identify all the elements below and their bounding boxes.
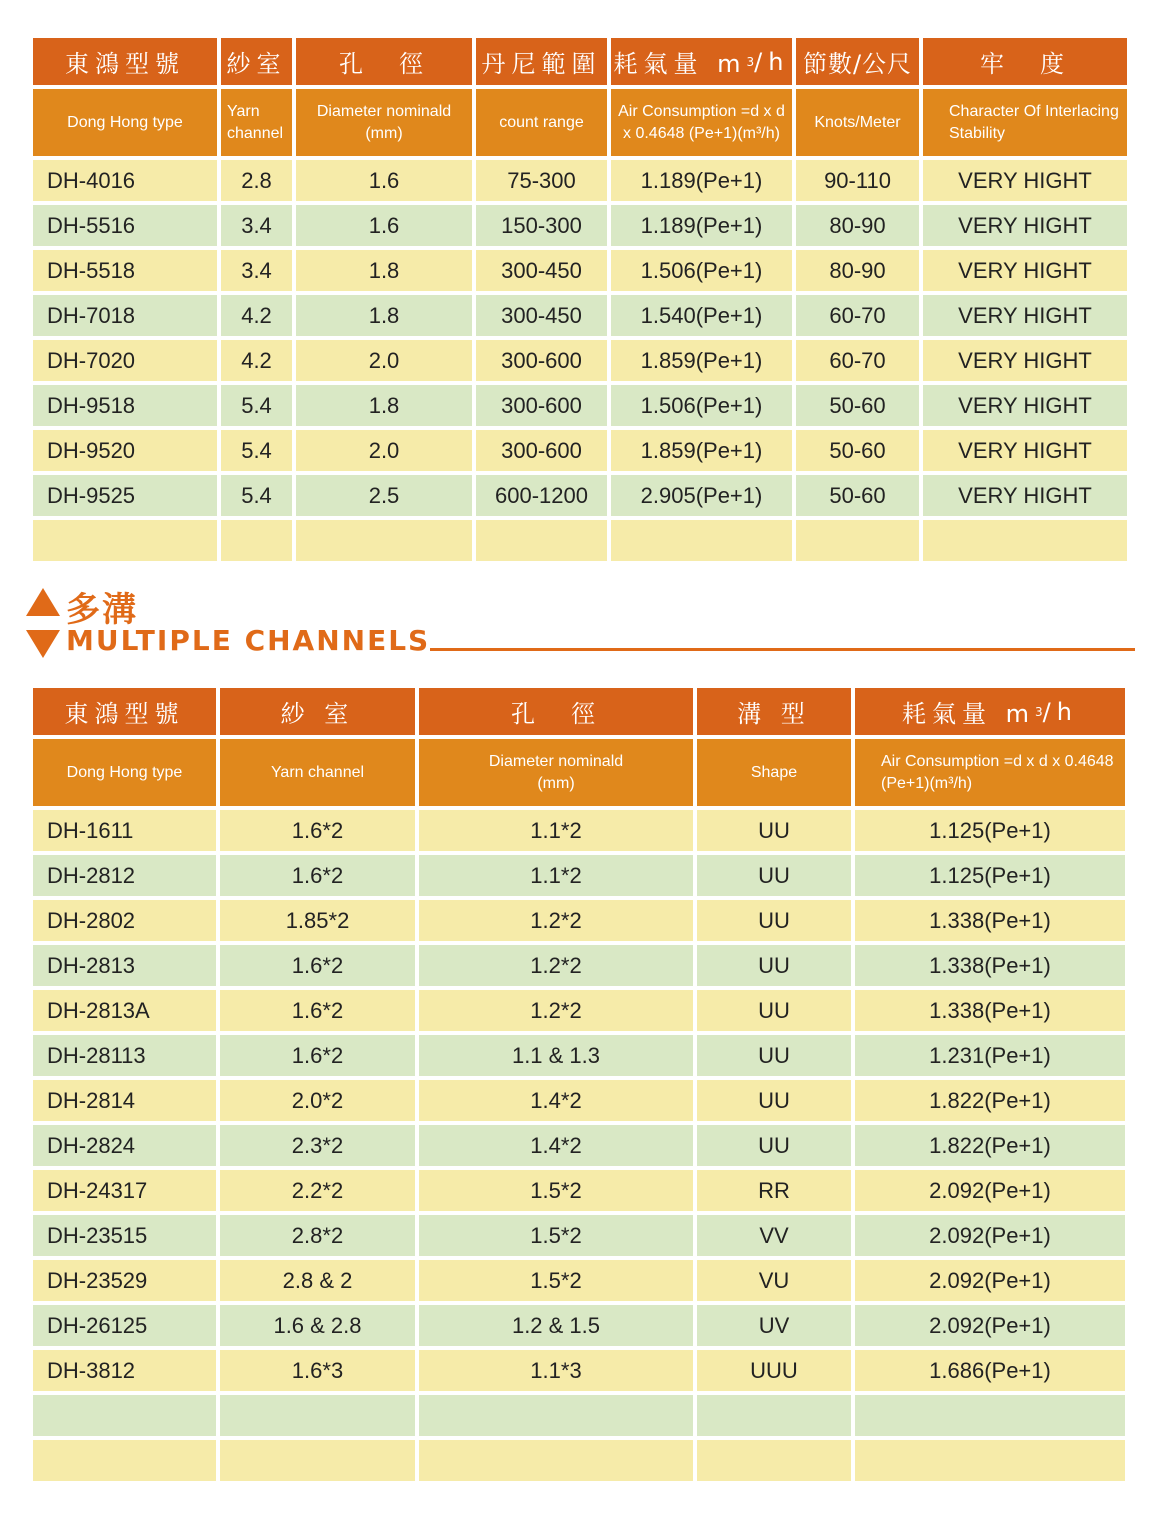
model-cell: DH-3812	[33, 1350, 216, 1391]
table-cell: 1.338(Pe+1)	[855, 990, 1125, 1031]
col-header-en-air: Air Consumption =d x d x 0.4648 (Pe+1)(m³/h)	[855, 739, 1125, 806]
table-cell: 5.4	[221, 430, 292, 471]
table-cell: 1.2*2	[419, 945, 693, 986]
table-cell: 5.4	[221, 475, 292, 516]
model-cell: DH-9525	[33, 475, 217, 516]
section-title-en: MULTIPLE CHANNELS	[66, 624, 431, 657]
table-cell: 80-90	[796, 250, 919, 291]
table-cell: UV	[697, 1305, 851, 1346]
table-cell: 1.125(Pe+1)	[855, 855, 1125, 896]
col-header-en-knots: Knots/Meter	[796, 89, 919, 156]
model-cell: DH-24317	[33, 1170, 216, 1211]
table-cell: 1.2*2	[419, 990, 693, 1031]
model-cell: DH-7020	[33, 340, 217, 381]
table-cell: 1.1*3	[419, 1350, 693, 1391]
table-cell: 1.1 & 1.3	[419, 1035, 693, 1076]
table-cell: VERY HIGHT	[923, 475, 1127, 516]
table-cell: VERY HIGHT	[923, 385, 1127, 426]
table-cell: 4.2	[221, 340, 292, 381]
table-cell: VU	[697, 1260, 851, 1301]
model-cell: DH-2824	[33, 1125, 216, 1166]
col-header-en-stability: Character Of Interlacing Stability	[923, 89, 1127, 156]
model-cell: DH-9518	[33, 385, 217, 426]
air-unit-superscript: 3	[746, 54, 755, 69]
table-cell: 600-1200	[476, 475, 607, 516]
model-cell: DH-23515	[33, 1215, 216, 1256]
table-cell: UU	[697, 1035, 851, 1076]
col-header-en-yarn: Yarn channel	[220, 739, 415, 806]
air-unit-superscript: 3	[1035, 704, 1043, 719]
table-cell: 1.6*3	[220, 1350, 415, 1391]
table-cell: 1.5*2	[419, 1215, 693, 1256]
table-cell: 300-450	[476, 250, 607, 291]
table-cell: VERY HIGHT	[923, 295, 1127, 336]
empty-cell	[697, 1440, 851, 1481]
empty-cell	[419, 1440, 693, 1481]
col-header-zh-diameter: 孔 徑	[296, 38, 472, 85]
col-header-en-diameter: Diameter nominald (mm)	[296, 89, 472, 156]
empty-cell	[697, 1395, 851, 1436]
table-cell: 1.338(Pe+1)	[855, 945, 1125, 986]
empty-cell	[296, 520, 472, 561]
table-cell: 1.2 & 1.5	[419, 1305, 693, 1346]
model-cell: DH-9520	[33, 430, 217, 471]
table-cell: RR	[697, 1170, 851, 1211]
col-header-zh-shape: 溝 型	[697, 688, 851, 735]
table-cell: UU	[697, 855, 851, 896]
col-header-en-diameter: Diameter nominald (mm)	[419, 739, 693, 806]
empty-cell	[33, 1395, 216, 1436]
table-cell: 1.506(Pe+1)	[611, 385, 792, 426]
table-cell: 2.0*2	[220, 1080, 415, 1121]
table-cell: 300-450	[476, 295, 607, 336]
table-cell: 1.859(Pe+1)	[611, 430, 792, 471]
model-cell: DH-2813A	[33, 990, 216, 1031]
table-cell: 1.6	[296, 205, 472, 246]
table-cell: 1.189(Pe+1)	[611, 205, 792, 246]
empty-cell	[611, 520, 792, 561]
table-cell: 2.8*2	[220, 1215, 415, 1256]
col-header-zh-type: 東鴻型號	[33, 688, 216, 735]
table-cell: 2.8 & 2	[220, 1260, 415, 1301]
table-cell: 80-90	[796, 205, 919, 246]
empty-cell	[220, 1395, 415, 1436]
table-cell: VERY HIGHT	[923, 160, 1127, 201]
table-cell: 1.4*2	[419, 1125, 693, 1166]
col-header-zh-air: 耗氣量 m 3 /h	[611, 38, 792, 85]
table-cell: UU	[697, 1125, 851, 1166]
model-cell: DH-2813	[33, 945, 216, 986]
table-cell: 2.5	[296, 475, 472, 516]
model-cell: DH-1611	[33, 810, 216, 851]
model-cell: DH-5516	[33, 205, 217, 246]
table-cell: 60-70	[796, 340, 919, 381]
table-cell: 1.822(Pe+1)	[855, 1080, 1125, 1121]
table-cell: 1.6*2	[220, 990, 415, 1031]
table-cell: 2.905(Pe+1)	[611, 475, 792, 516]
table-cell: 1.338(Pe+1)	[855, 900, 1125, 941]
col-header-zh-stability: 牢 度	[923, 38, 1127, 85]
model-cell: DH-5518	[33, 250, 217, 291]
table-cell: 50-60	[796, 385, 919, 426]
table-cell: 2.092(Pe+1)	[855, 1170, 1125, 1211]
model-cell: DH-4016	[33, 160, 217, 201]
table-cell: 4.2	[221, 295, 292, 336]
single-channel-table	[33, 38, 1127, 561]
table-cell: 2.092(Pe+1)	[855, 1305, 1125, 1346]
col-header-zh-count: 丹尼範圍	[476, 38, 607, 85]
table-cell: 1.8	[296, 250, 472, 291]
table-cell: VERY HIGHT	[923, 430, 1127, 471]
table-cell: 2.092(Pe+1)	[855, 1260, 1125, 1301]
col-header-zh-diameter: 孔 徑	[419, 688, 693, 735]
col-header-zh-yarn: 紗 室	[220, 688, 415, 735]
model-cell: DH-2814	[33, 1080, 216, 1121]
table-cell: 300-600	[476, 385, 607, 426]
table-cell: 2.0	[296, 340, 472, 381]
table-cell: 1.822(Pe+1)	[855, 1125, 1125, 1166]
col-header-en-type: Dong Hong type	[33, 739, 216, 806]
table-cell: VERY HIGHT	[923, 340, 1127, 381]
table-cell: 1.8	[296, 385, 472, 426]
table-cell: 75-300	[476, 160, 607, 201]
empty-cell	[419, 1395, 693, 1436]
col-header-en-shape: Shape	[697, 739, 851, 806]
col-header-en-count: count range	[476, 89, 607, 156]
table-cell: 90-110	[796, 160, 919, 201]
table-cell: 1.2*2	[419, 900, 693, 941]
model-cell: DH-26125	[33, 1305, 216, 1346]
table-cell: 1.85*2	[220, 900, 415, 941]
table-cell: 50-60	[796, 430, 919, 471]
table-cell: 150-300	[476, 205, 607, 246]
table-cell: 1.189(Pe+1)	[611, 160, 792, 201]
model-cell: DH-2812	[33, 855, 216, 896]
table-cell: VERY HIGHT	[923, 250, 1127, 291]
table-cell: 2.0	[296, 430, 472, 471]
table-cell: 1.6 & 2.8	[220, 1305, 415, 1346]
col-header-zh-type: 東鴻型號	[33, 38, 217, 85]
empty-cell	[476, 520, 607, 561]
table-cell: 1.5*2	[419, 1170, 693, 1211]
table-cell: 1.859(Pe+1)	[611, 340, 792, 381]
table-cell: 60-70	[796, 295, 919, 336]
empty-cell	[33, 520, 217, 561]
table-cell: UU	[697, 810, 851, 851]
table-cell: 3.4	[221, 250, 292, 291]
table-cell: UU	[697, 945, 851, 986]
table-cell: 50-60	[796, 475, 919, 516]
col-header-zh-air: 耗氣量 m 3 /h	[855, 688, 1125, 735]
table-cell: 1.125(Pe+1)	[855, 810, 1125, 851]
table-cell: 300-600	[476, 340, 607, 381]
table-cell: 1.231(Pe+1)	[855, 1035, 1125, 1076]
col-header-zh-knots: 節數/公尺	[796, 38, 919, 85]
table-cell: 3.4	[221, 205, 292, 246]
table-cell: 1.6	[296, 160, 472, 201]
table-cell: 1.5*2	[419, 1260, 693, 1301]
model-cell: DH-2802	[33, 900, 216, 941]
table-cell: VERY HIGHT	[923, 205, 1127, 246]
table-cell: UU	[697, 900, 851, 941]
multi-channel-table	[33, 688, 1124, 1481]
empty-cell	[33, 1440, 216, 1481]
table-cell: 1.4*2	[419, 1080, 693, 1121]
table-cell: 2.2*2	[220, 1170, 415, 1211]
table-cell: 1.6*2	[220, 855, 415, 896]
empty-cell	[221, 520, 292, 561]
triangle-up-icon	[26, 588, 60, 616]
table-cell: 2.092(Pe+1)	[855, 1215, 1125, 1256]
col-header-en-yarn: Yarn channel	[221, 89, 292, 156]
model-cell: DH-23529	[33, 1260, 216, 1301]
model-cell: DH-7018	[33, 295, 217, 336]
table-cell: 1.506(Pe+1)	[611, 250, 792, 291]
table-cell: 1.8	[296, 295, 472, 336]
table-cell: 5.4	[221, 385, 292, 426]
section-title-zh: 多溝	[66, 590, 138, 630]
table-cell: 300-600	[476, 430, 607, 471]
col-header-en-air: Air Consumption =d x d x 0.4648 (Pe+1)(m³/h)	[611, 89, 792, 156]
section-divider	[430, 648, 1135, 651]
table-cell: UU	[697, 1080, 851, 1121]
table-cell: 1.1*2	[419, 810, 693, 851]
table-cell: UU	[697, 990, 851, 1031]
table-cell: 1.6*2	[220, 1035, 415, 1076]
model-cell: DH-28113	[33, 1035, 216, 1076]
empty-cell	[855, 1395, 1125, 1436]
table-cell: 1.540(Pe+1)	[611, 295, 792, 336]
col-header-zh-yarn: 紗室	[221, 38, 292, 85]
triangle-down-icon	[26, 630, 60, 658]
table-cell: 1.1*2	[419, 855, 693, 896]
table-cell: 2.8	[221, 160, 292, 201]
col-header-en-type: Dong Hong type	[33, 89, 217, 156]
table-cell: 1.6*2	[220, 945, 415, 986]
table-cell: 1.6*2	[220, 810, 415, 851]
empty-cell	[855, 1440, 1125, 1481]
table-cell: 2.3*2	[220, 1125, 415, 1166]
table-cell: VV	[697, 1215, 851, 1256]
empty-cell	[220, 1440, 415, 1481]
empty-cell	[796, 520, 919, 561]
empty-cell	[923, 520, 1127, 561]
table-cell: 1.686(Pe+1)	[855, 1350, 1125, 1391]
table-cell: UUU	[697, 1350, 851, 1391]
